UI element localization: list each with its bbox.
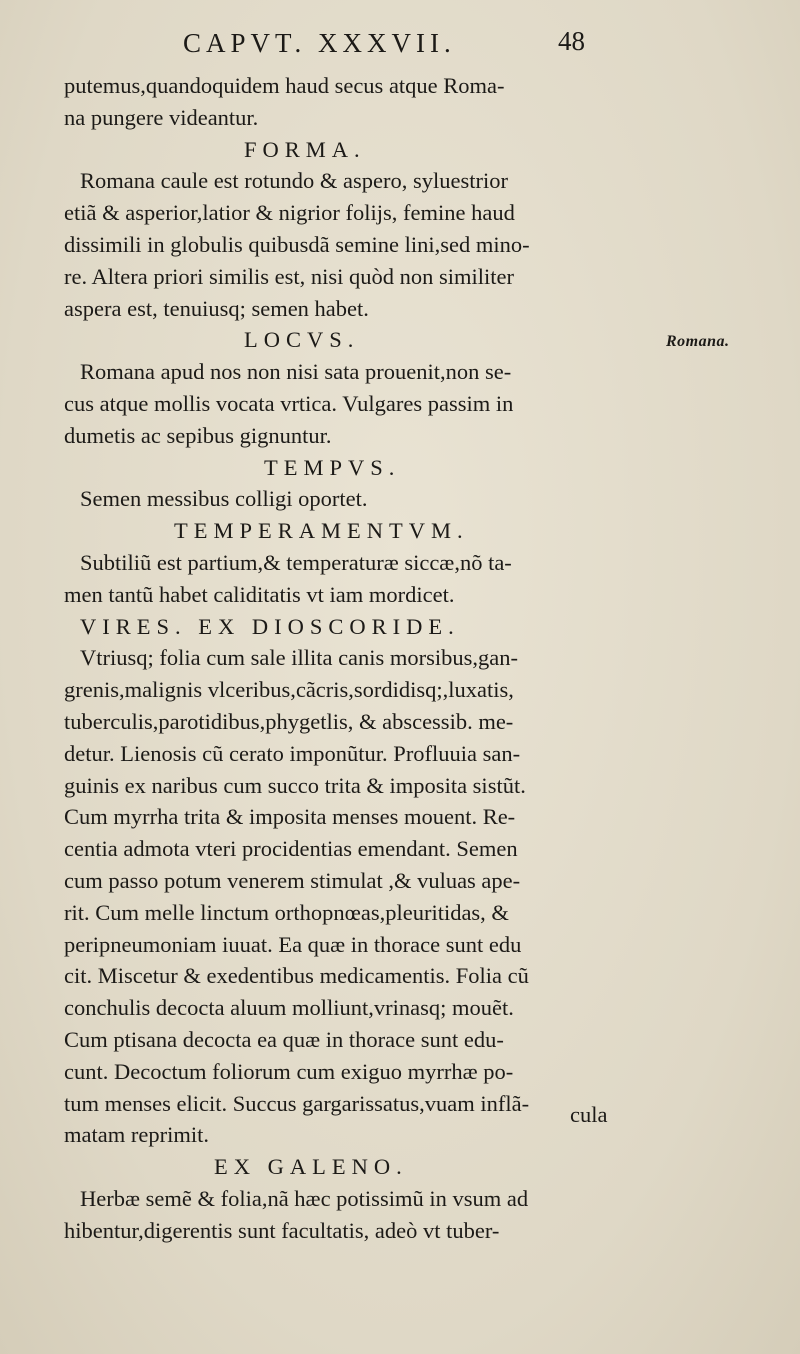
text-line: na pungere videantur.: [64, 104, 259, 130]
running-title: CAPVT. XXXVII.: [183, 28, 456, 58]
catchword: cula: [570, 1102, 608, 1127]
text-line: tum menses elicit. Succus gargarissatus,vuam inflã-: [64, 1090, 530, 1116]
text-line: dissimili in globulis quibusdã semine lini,sed mino-: [64, 231, 530, 257]
marginal-note: Romana.: [666, 333, 730, 350]
text-line: cunt. Decoctum foliorum cum exiguo myrrhæ po-: [64, 1058, 514, 1084]
page-number: 48: [558, 26, 585, 56]
text-line: cum passo potum venerem stimulat ,& vuluas ape-: [64, 867, 521, 893]
section-heading: TEMPERAMENTVM.: [174, 518, 469, 544]
text-line: cus atque mollis vocata vrtica. Vulgares passim in: [64, 390, 514, 416]
text-line: Vtriusq; folia cum sale illita canis morsibus,gan-: [80, 645, 519, 671]
section-heading: FORMA.: [244, 136, 366, 162]
section-heading: TEMPVS.: [264, 454, 401, 480]
text-line: conchulis decocta aluum molliunt,vrinasq; mouẽt.: [64, 995, 514, 1021]
text-line: men tantũ habet caliditatis vt iam mordicet.: [64, 581, 455, 607]
section-heading: VIRES. EX DIOSCORIDE.: [80, 613, 460, 639]
text-line: Cum myrrha trita & imposita menses mouent. Re-: [64, 804, 516, 830]
text-line: peripneumoniam iuuat. Ea quæ in thorace sunt edu: [64, 931, 522, 957]
text-line: cit. Miscetur & exedentibus medicamentis. Folia cũ: [64, 963, 529, 989]
section-heading: EX GALENO.: [214, 1154, 408, 1180]
text-line: Romana caule est rotundo & aspero, syluestrior: [80, 168, 509, 194]
text-line: guinis ex naribus cum succo trita & imposita sistũt.: [64, 772, 526, 798]
section-heading: LOCVS.: [244, 327, 360, 353]
text-line: Herbæ semẽ & folia,nã hæc potissimũ in vsum ad: [80, 1185, 529, 1211]
text-line: hibentur,digerentis sunt facultatis, adeò vt tuber-: [64, 1217, 500, 1243]
text-line: Semen messibus colligi oportet.: [80, 486, 368, 512]
page-header: [0, 22, 800, 62]
text-line: Subtiliũ est partium,& temperaturæ siccæ,nõ ta-: [80, 549, 512, 575]
text-line: matam reprimit.: [64, 1122, 209, 1148]
text-line: detur. Lienosis cũ cerato imponũtur. Profluuia san-: [64, 740, 521, 766]
text-line: aspera est, tenuiusq; semen habet.: [64, 295, 369, 321]
text-line: Romana apud nos non nisi sata prouenit,non se-: [80, 359, 512, 385]
text-line: putemus,quandoquidem haud secus atque Roma-: [64, 73, 505, 98]
text-line: grenis,malignis vlceribus,cãcris,sordidisq;,luxatis,: [64, 677, 514, 703]
text-line: re. Altera priori similis est, nisi quòd non similiter: [64, 263, 514, 289]
text-line: dumetis ac sepibus gignuntur.: [64, 422, 332, 448]
text-line: Cum ptisana decocta ea quæ in thorace sunt edu-: [64, 1026, 504, 1052]
text-line: centia admota vteri procidentias emendant. Semen: [64, 836, 518, 862]
main-text-block: [64, 70, 624, 1246]
text-line: rit. Cum melle linctum orthopnœas,pleuritidas, &: [64, 899, 509, 925]
text-line: etiã & asperior,latior & nigrior folijs, femine haud: [64, 200, 515, 226]
text-line: tuberculis,parotidibus,phygetlis, & abscessib. me-: [64, 708, 514, 734]
